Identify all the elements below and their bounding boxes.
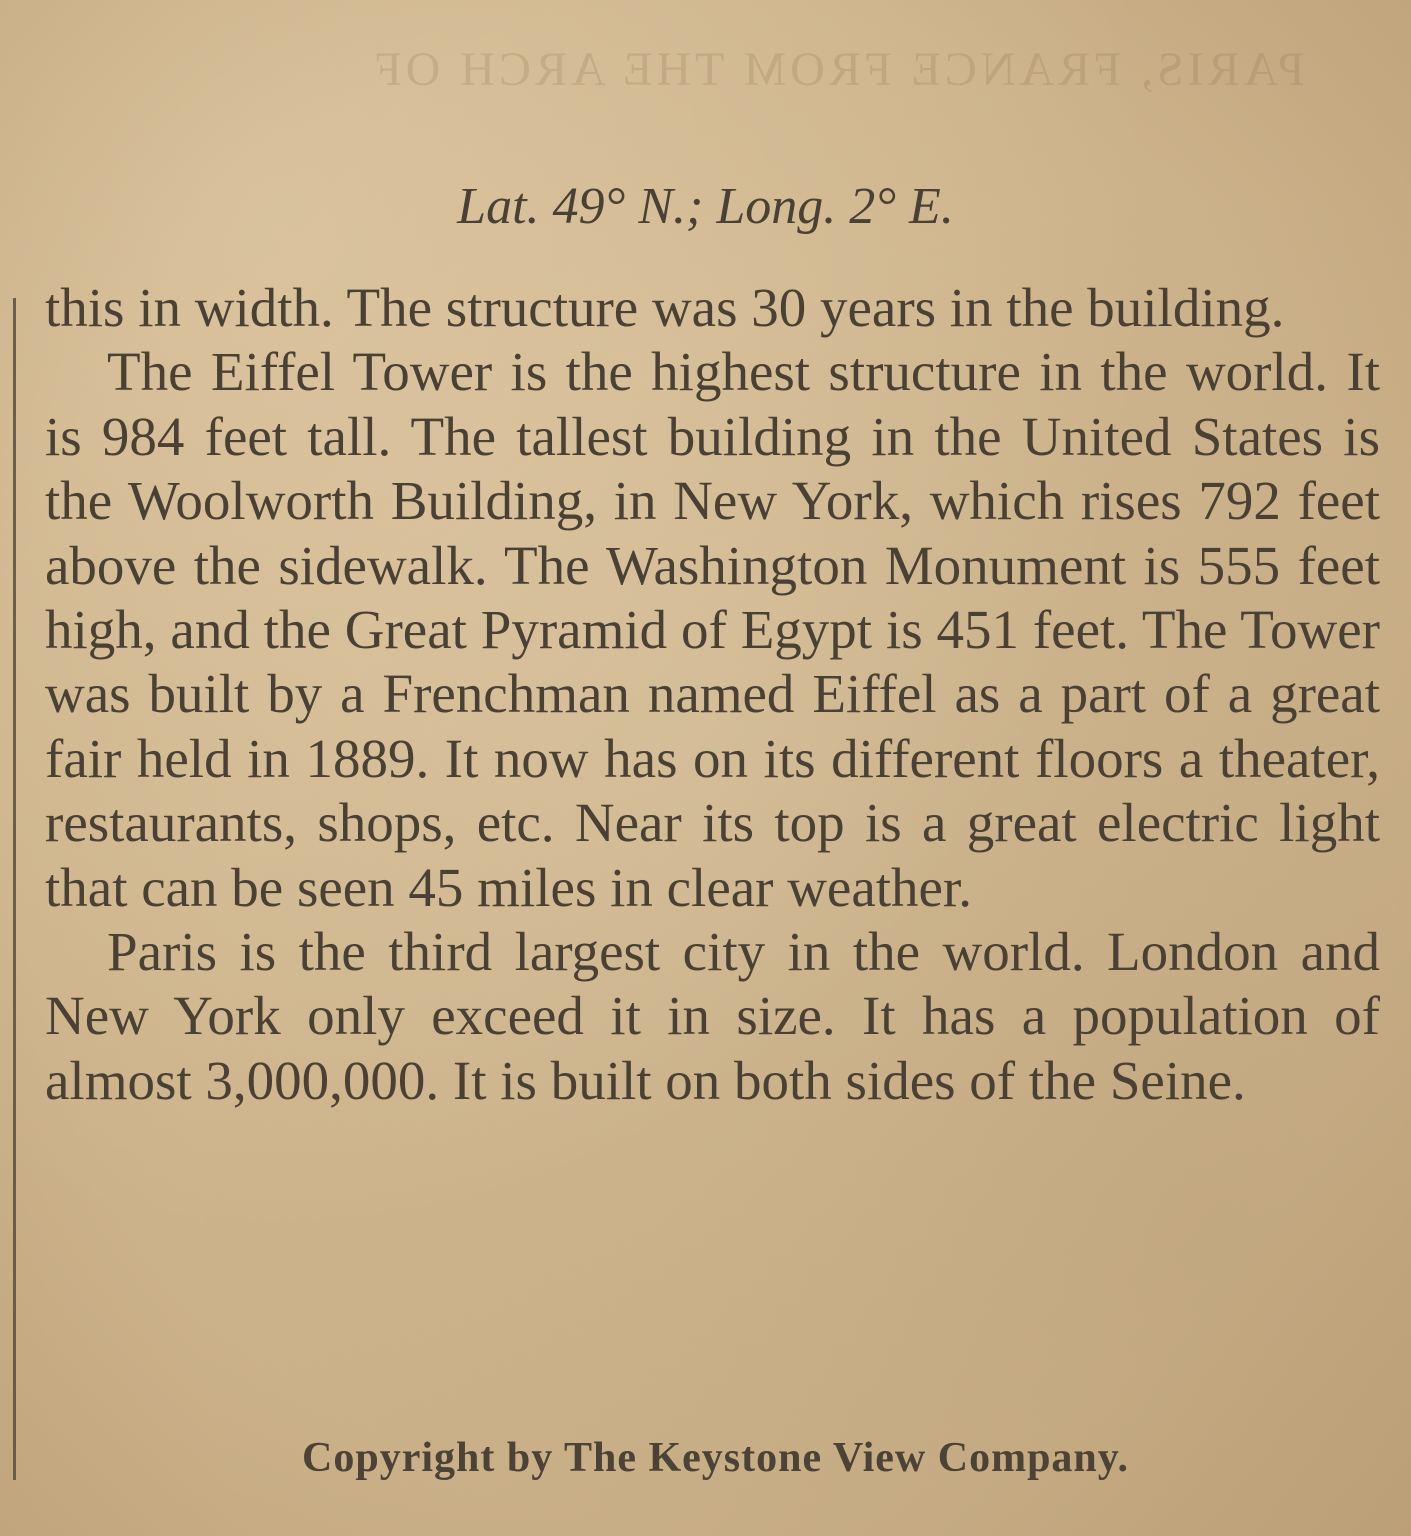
coordinates-heading: Lat. 49° N.; Long. 2° E. (457, 178, 954, 235)
bleed-through-text: PARIS, FRANCE FROM THE ARCH OF (371, 43, 1305, 96)
left-border-rule (13, 298, 16, 1480)
description-text (45, 276, 1380, 1113)
paragraph-paris: Paris is the third largest city in the world. London and New York only exceed it in size. It has a population of almost 3,000,000. It is built on both sides of the Seine. (45, 921, 1380, 1111)
paragraph-eiffel-tower: The Eiffel Tower is the highest structure in the world. It is 984 feet tall. The tallest building in the United States is the Woolworth Building, in New York, which rises 792 feet above the sidewalk. The Washington Monument is 555 feet high, and the Great Pyramid of Egypt is 451 feet. The Tower was built by a Frenchman named Eiffel as a part of a great fair held in 1889. It now has on its different floors a theater, restaurants, shops, etc. Near its top is a great electric light that can be seen 45 miles in clear weather. (45, 341, 1380, 918)
paragraph-continuation: this in width. The structure was 30 years in the building. (45, 277, 1285, 338)
copyright-line: Copyright by The Keystone View Company. (302, 1435, 1129, 1481)
